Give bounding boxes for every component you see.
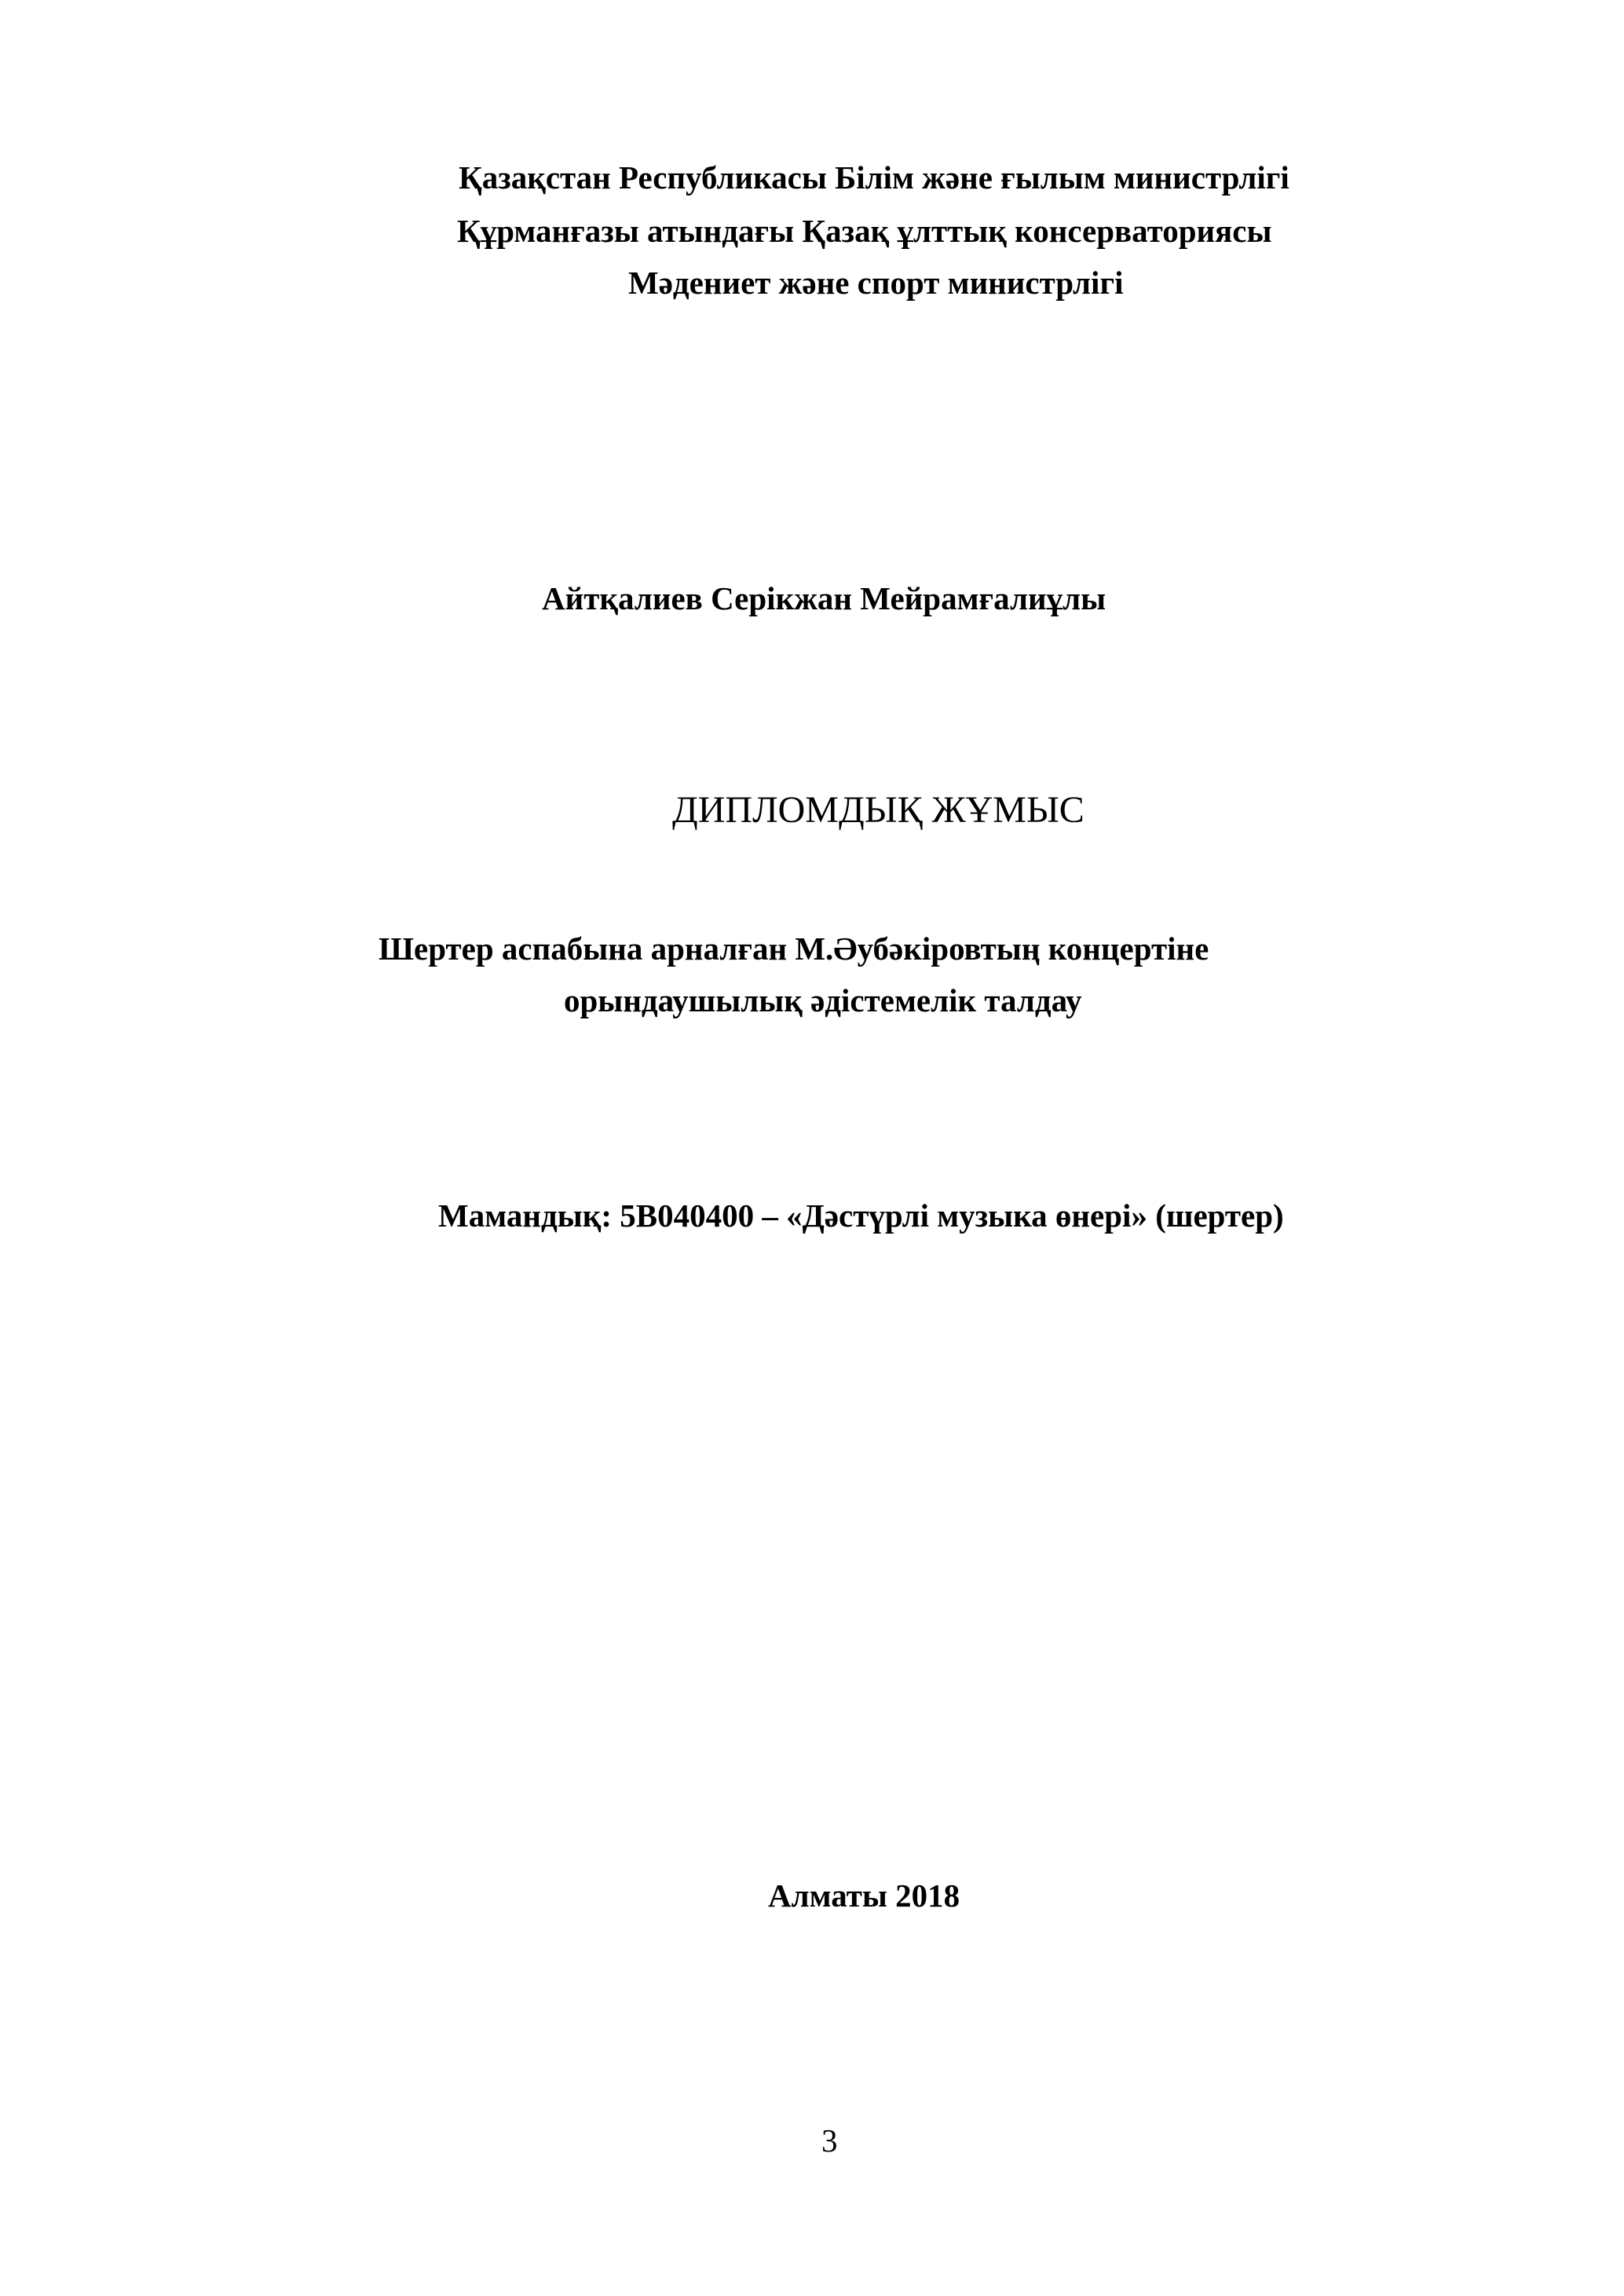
header-ministry: Қазақстан Республикасы Білім және ғылым министрлігі [459, 159, 1289, 196]
topic-line-1: Шертер аспабына арналған М.Әубәкіровтың концертіне [379, 930, 1209, 967]
specialty: Мамандық: 5В040400 – «Дәстүрлі музыка өнері» (шертер) [438, 1197, 1284, 1234]
header-conservatory: Құрманғазы атындағы Қазақ ұлттық консерваториясы [457, 213, 1272, 249]
topic-line-2: орындаушылық әдістемелік талдау [564, 982, 1082, 1018]
page-number: 3 [821, 2122, 838, 2159]
document-title: ДИПЛОМДЫҚ ЖҰМЫС [672, 789, 1084, 831]
city-year: Алматы 2018 [768, 1877, 960, 1914]
author-name: Айтқалиев Серікжан Мейрамғалиұлы [542, 580, 1106, 616]
header-culture-ministry: Мәдениет және спорт министрлігі [628, 265, 1124, 301]
